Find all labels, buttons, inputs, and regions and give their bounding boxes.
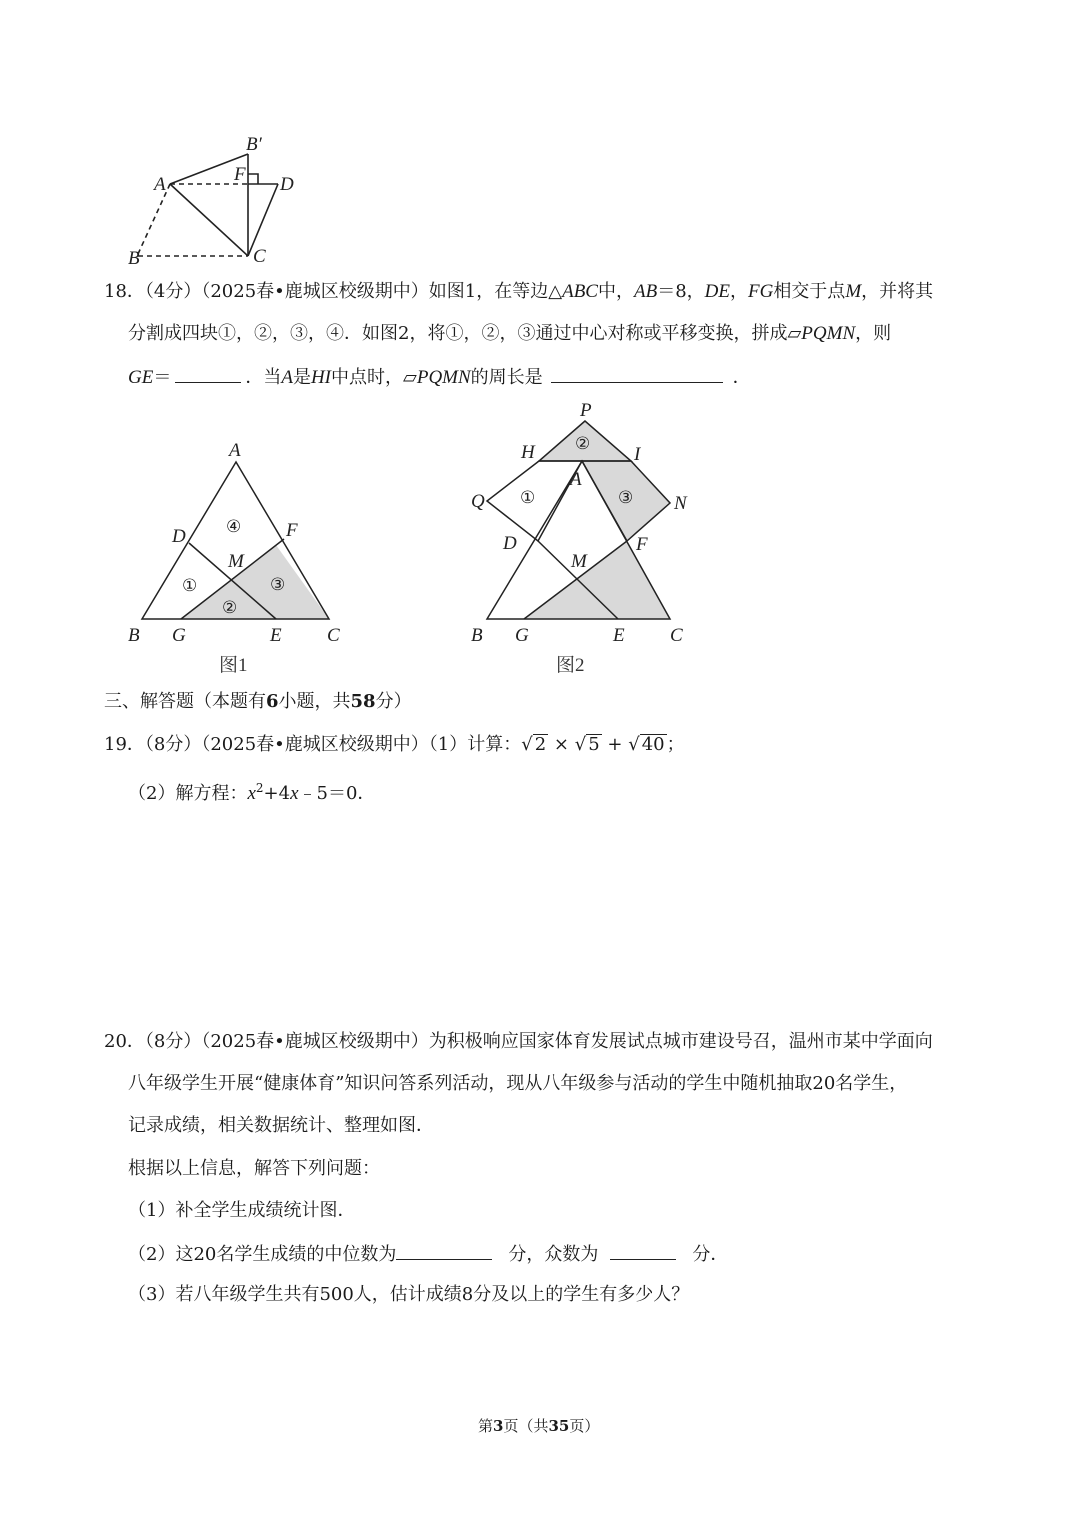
figure-17 [120, 128, 310, 268]
label-b: B [128, 248, 140, 268]
fig2-label-m: M [571, 551, 587, 572]
q20-sub-2: （2）这20名学生成绩的中位数为 分，众数为 分． [128, 1241, 728, 1267]
fig2-label-d: D [503, 533, 517, 554]
label-c: C [253, 246, 266, 267]
fig2-label-c: C [670, 625, 683, 646]
fig1-label-m: M [228, 551, 244, 572]
fig2-label-p: P [580, 400, 592, 421]
fig2-label-i: I [634, 444, 641, 465]
answer-blank-perimeter[interactable] [551, 364, 723, 383]
fig2-label-f: F [636, 534, 648, 555]
fig1-region-1: ① [182, 576, 198, 595]
label-b-prime: B′ [246, 134, 262, 155]
answer-blank-mode[interactable] [610, 1241, 676, 1260]
q18-line-2: 分割成四块①，②，③，④．如图2，将①，②，③通过中心对称或平移变换，拼成▱PQMN，则 [128, 323, 892, 344]
fig2-label-q: Q [471, 491, 485, 512]
label-d: D [280, 174, 294, 195]
fig2-caption: 图2 [556, 655, 585, 676]
q20-sub-1: （1）补全学生成绩统计图． [128, 1200, 356, 1221]
fig1-label-g: G [172, 625, 186, 646]
fig1-label-c: C [327, 625, 340, 646]
q20-line-1: 20．（8分）（2025春•鹿城区校级期中）为积极响应国家体育发展试点城市建设号召，温州市某中学面向 [104, 1031, 933, 1052]
answer-blank-ge[interactable] [175, 364, 241, 383]
fig1-region-4: ④ [226, 517, 242, 536]
fig2-label-n: N [674, 493, 687, 514]
figure-1 [120, 436, 360, 676]
label-f: F [234, 164, 246, 185]
q20-line-4: 根据以上信息，解答下列问题： [128, 1158, 380, 1179]
fig1-caption: 图1 [219, 655, 248, 676]
fig2-region-3: ③ [618, 488, 634, 507]
q20-line-3: 记录成绩，相关数据统计、整理如图． [128, 1115, 434, 1136]
fig2-label-e: E [613, 625, 625, 646]
fig1-label-a: A [229, 440, 241, 461]
q19-line-2: （2）解方程：$x^2+4x﹣5=0$． [128, 781, 376, 804]
figure-2 [466, 400, 706, 680]
sqrt-40: √ 40 [628, 734, 665, 755]
fig1-label-b: B [128, 625, 140, 646]
fig2-region-2: ② [575, 434, 591, 453]
q18-line-1: 18．（4分）（2025春•鹿城区校级期中）如图1，在等边△ABC中，AB＝8，DE，FG相交于点M，并将其 [104, 281, 934, 302]
q18-line-3: GE＝ ．当A是HI中点时，▱PQMN的周长是 ． [128, 364, 751, 390]
fig2-region-1: ① [520, 488, 536, 507]
label-a: A [154, 174, 166, 195]
fig2-label-a: A [570, 469, 582, 490]
answer-blank-median[interactable] [396, 1241, 492, 1260]
q20-line-2: 八年级学生开展“健康体育”知识问答系列活动，现从八年级参与活动的学生中随机抽取20名学生， [128, 1073, 908, 1094]
sqrt-5: √ 5 [574, 734, 600, 755]
fig2-label-h: H [521, 442, 535, 463]
fig2-label-b: B [471, 625, 483, 646]
fig1-label-e: E [270, 625, 282, 646]
fig1-label-d: D [172, 526, 186, 547]
section-3-title: 三、解答题（本题有6小题，共58分） [104, 691, 412, 712]
q19-line-1: 19．（8分）（2025春•鹿城区校级期中）（1）计算：√ 2 × √ 5 + √ 40 ； [104, 734, 685, 755]
page-footer: 第3页（共35页） [478, 1417, 600, 1435]
sqrt-2: √ 2 [521, 734, 547, 755]
fig2-label-g: G [515, 625, 529, 646]
fig1-region-2: ② [222, 598, 238, 617]
fig1-region-3: ③ [270, 575, 286, 594]
fig1-label-f: F [286, 520, 298, 541]
q20-sub-3: （3）若八年级学生共有500人，估计成绩8分及以上的学生有多少人？ [128, 1284, 690, 1305]
